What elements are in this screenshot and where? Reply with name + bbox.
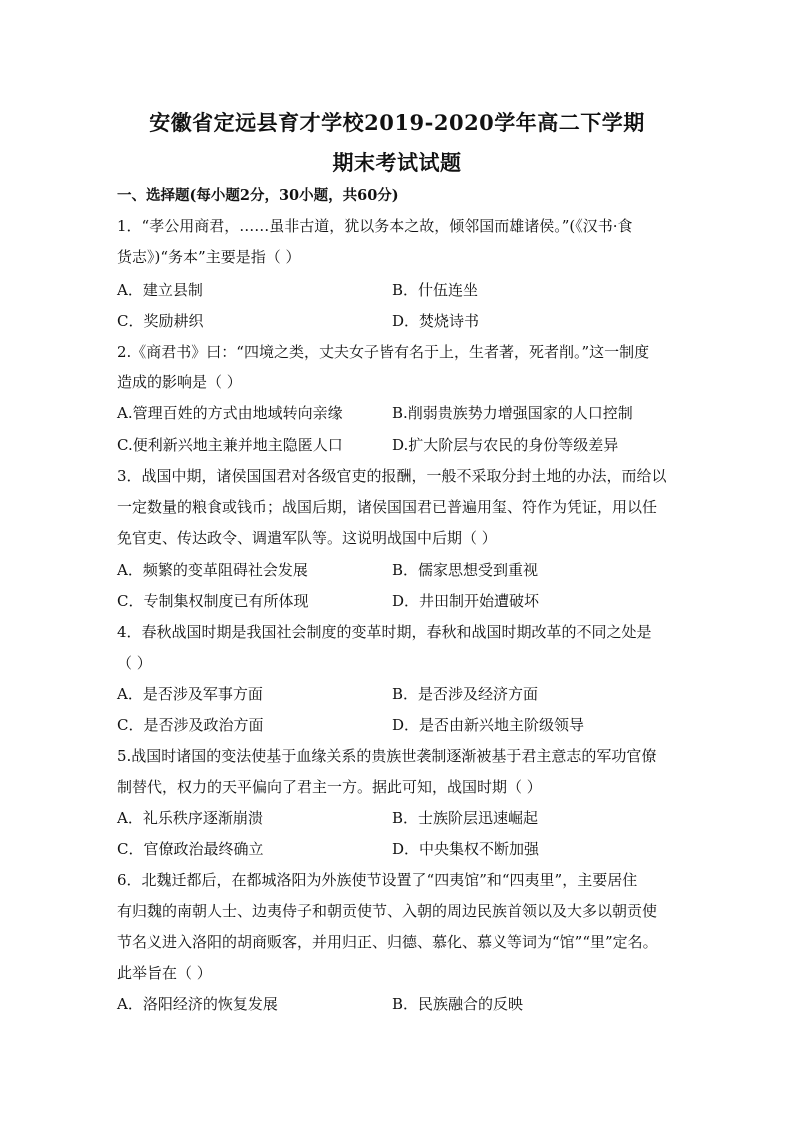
q3-option-d: D．井田制开始遭破坏	[392, 592, 540, 610]
q1-option-c: C．奖励耕织	[117, 312, 204, 330]
q5-option-a: A．礼乐秩序逐渐崩溃	[117, 809, 263, 827]
q6-stem-line3: 节名义进入洛阳的胡商贩客，并用归正、归德、慕化、慕义等词为“馆”“里”定名。	[117, 933, 658, 951]
q4-option-c: C．是否涉及政治方面	[117, 716, 264, 734]
q6-stem-line2: 有归魏的南朝人士、边夷侍子和朝贡使节、入朝的周边民族首领以及大多以朝贡使	[117, 902, 658, 920]
q6-stem-line1: 6．北魏迁都后，在都城洛阳为外族使节设置了“四夷馆”和“四夷里”，主要居住	[117, 871, 638, 889]
q1-stem-line2: 货志》)“务本”主要是指（ ）	[117, 248, 301, 266]
q5-option-d: D．中央集权不断加强	[392, 840, 540, 858]
q5-stem-line1: 5.战国时诸国的变法使基于血缘关系的贵族世袭制逐渐被基于君主意志的军功官僚	[117, 747, 657, 765]
q1-option-a: A．建立县制	[117, 281, 203, 299]
q2-stem-line1: 2.《商君书》曰：“四境之类，丈夫女子皆有名于上，生者著，死者削。”这一制度	[117, 343, 650, 361]
q4-stem-line1: 4．春秋战国时期是我国社会制度的变革时期，春秋和战国时期改革的不同之处是	[117, 623, 652, 641]
q2-option-c: C.便利新兴地主兼并地主隐匿人口	[117, 436, 343, 454]
q1-option-b: B．什伍连坐	[392, 281, 479, 299]
q3-stem-line1: 3．战国中期，诸侯国国君对各级官吏的报酬，一般不采取分封土地的办法，而给以	[117, 467, 667, 485]
q4-option-a: A．是否涉及军事方面	[117, 685, 263, 703]
q2-option-a: A.管理百姓的方式由地域转向亲缘	[117, 404, 343, 422]
q1-stem-line1: 1．“孝公用商君，……虽非古道，犹以务本之故，倾邻国而雄诸侯。”(《汉书·食	[117, 217, 633, 235]
q3-stem-line2: 一定数量的粮食或钱币；战国后期，诸侯国国君已普遍用玺、符作为凭证，用以任	[117, 498, 658, 516]
q5-option-b: B．士族阶层迅速崛起	[392, 809, 539, 827]
q3-option-a: A．频繁的变革阻碍社会发展	[117, 561, 308, 579]
q5-stem-line2: 制替代，权力的天平偏向了君主一方。据此可知，战国时期（ ）	[117, 778, 542, 796]
q4-option-b: B．是否涉及经济方面	[392, 685, 539, 703]
exam-subtitle: 期末考试试题	[332, 150, 462, 175]
q6-option-a: A．洛阳经济的恢复发展	[117, 995, 278, 1013]
q3-option-b: B．儒家思想受到重视	[392, 561, 539, 579]
q2-option-d: D.扩大阶层与农民的身份等级差异	[392, 436, 619, 454]
q4-stem-line2: （ ）	[117, 654, 152, 672]
section-heading: 一、选择题(每小题2分，30小题，共60分)	[117, 187, 399, 204]
q4-option-d: D．是否由新兴地主阶级领导	[392, 716, 585, 734]
q6-stem-line4: 此举旨在（ ）	[117, 964, 212, 982]
q2-option-b: B.削弱贵族势力增强国家的人口控制	[392, 404, 633, 422]
q3-stem-line3: 免官吏、传达政令、调遣军队等。这说明战国中后期（ ）	[117, 529, 497, 547]
q2-stem-line2: 造成的影响是（ ）	[117, 373, 242, 391]
q3-option-c: C．专制集权制度已有所体现	[117, 592, 309, 610]
q1-option-d: D．焚烧诗书	[392, 312, 480, 330]
q6-option-b: B．民族融合的反映	[392, 995, 524, 1013]
q5-option-c: C．官僚政治最终确立	[117, 840, 264, 858]
exam-title: 安徽省定远县育才学校2019-2020学年高二下学期	[149, 110, 645, 135]
